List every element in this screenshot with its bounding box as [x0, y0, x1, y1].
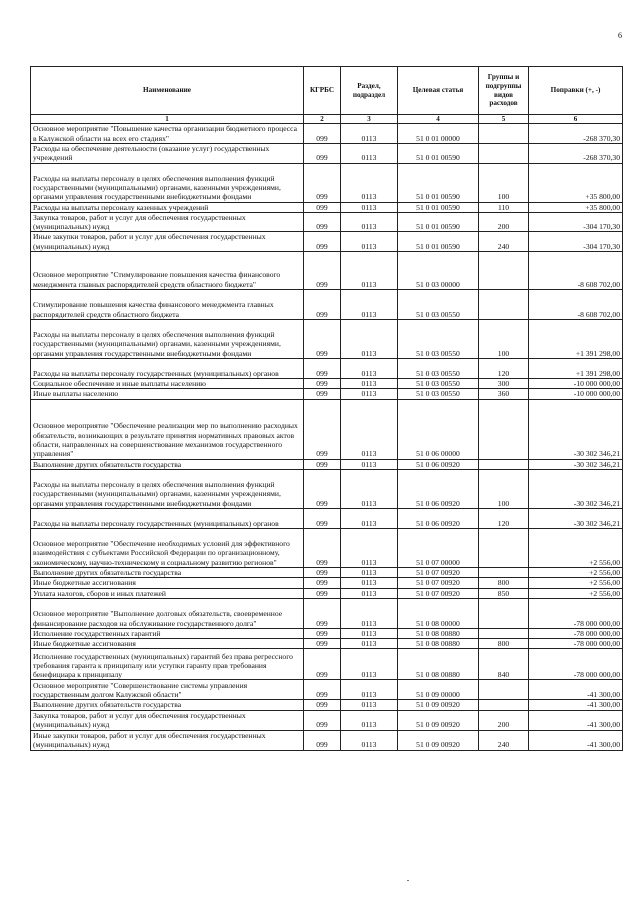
cell-target: 51 0 06 00920 — [398, 508, 479, 528]
table-row — [31, 628, 623, 638]
cell-kgrbs: 099 — [304, 399, 341, 459]
cell-group: 120 — [479, 508, 529, 528]
cell-section: 0113 — [341, 124, 398, 144]
cell-amount: -78 000 000,00 — [529, 639, 623, 649]
cell-kgrbs: 099 — [304, 389, 341, 399]
header-section: Раздел, подраздел — [341, 67, 398, 115]
cell-section: 0113 — [341, 639, 398, 649]
cell-section: 0113 — [341, 379, 398, 389]
cell-section: 0113 — [341, 578, 398, 588]
cell-target: 51 0 01 00000 — [398, 124, 479, 144]
cell-target: 51 0 07 00000 — [398, 528, 479, 567]
table-row — [31, 290, 623, 320]
table-row — [31, 359, 623, 379]
cell-kgrbs: 099 — [304, 459, 341, 469]
cell-group: 800 — [479, 639, 529, 649]
scan-mark — [407, 880, 409, 881]
cell-target: 51 0 09 00920 — [398, 710, 479, 730]
cell-group — [479, 399, 529, 459]
cell-section: 0113 — [341, 202, 398, 212]
cell-group: 360 — [479, 389, 529, 399]
table-row — [31, 508, 623, 528]
table-body — [31, 124, 623, 751]
cell-amount: -30 302 346,21 — [529, 459, 623, 469]
cell-group: 120 — [479, 359, 529, 379]
cell-kgrbs: 099 — [304, 469, 341, 508]
cell-kgrbs: 099 — [304, 202, 341, 212]
cell-amount: -41 300,00 — [529, 730, 623, 750]
cell-section: 0113 — [341, 212, 398, 232]
cell-kgrbs: 099 — [304, 578, 341, 588]
col-number: 1 — [31, 115, 304, 124]
cell-section: 0113 — [341, 628, 398, 638]
cell-section: 0113 — [341, 710, 398, 730]
cell-amount: -304 170,30 — [529, 212, 623, 232]
cell-target: 51 0 01 00590 — [398, 163, 479, 202]
cell-target: 51 0 07 00920 — [398, 567, 479, 577]
col-number: 6 — [529, 115, 623, 124]
cell-target: 51 0 09 00000 — [398, 680, 479, 700]
table-row — [31, 567, 623, 577]
cell-name: Стимулирование повышения качества финансового менеджмента главных распорядителей средств областного бюджета — [31, 290, 304, 320]
cell-name: Выполнение других обязательств государства — [31, 459, 304, 469]
cell-name: Основное мероприятие "Совершенствование системы управления государственным долгом Калужской области" — [31, 680, 304, 700]
cell-target: 51 0 07 00920 — [398, 578, 479, 588]
col-number: 5 — [479, 115, 529, 124]
table-row — [31, 700, 623, 710]
cell-kgrbs: 099 — [304, 290, 341, 320]
cell-name: Социальное обеспечение и иные выплаты населению — [31, 379, 304, 389]
cell-target: 51 0 03 00550 — [398, 290, 479, 320]
cell-name: Расходы на выплаты персоналу в целях обеспечения выполнения функций государственными (муниципальными) органами, казенными учреждениями, органами управления государственными внебюджетными фондами — [31, 469, 304, 508]
table-row — [31, 598, 623, 628]
cell-target: 51 0 01 00590 — [398, 232, 479, 252]
cell-amount: +1 391 298,00 — [529, 359, 623, 379]
cell-section: 0113 — [341, 588, 398, 598]
cell-amount: -8 608 702,00 — [529, 252, 623, 290]
cell-amount: -268 370,30 — [529, 144, 623, 164]
cell-name: Исполнение государственных (муниципальных) гарантий без права регрессного требования гаранта к принципалу или уступки гаранту прав требования бенефициара к принципалу — [31, 649, 304, 680]
cell-group: 100 — [479, 163, 529, 202]
cell-amount: -30 302 346,21 — [529, 508, 623, 528]
table-row — [31, 588, 623, 598]
cell-name: Иные закупки товаров, работ и услуг для обеспечения государственных (муниципальных) нужд — [31, 730, 304, 750]
cell-amount: +35 800,00 — [529, 163, 623, 202]
cell-name: Закупка товаров, работ и услуг для обеспечения государственных (муниципальных) нужд — [31, 710, 304, 730]
cell-section: 0113 — [341, 700, 398, 710]
cell-kgrbs: 099 — [304, 359, 341, 379]
cell-section: 0113 — [341, 730, 398, 750]
table-row — [31, 710, 623, 730]
cell-kgrbs: 099 — [304, 163, 341, 202]
cell-amount: +2 556,00 — [529, 588, 623, 598]
cell-target: 51 0 01 00590 — [398, 212, 479, 232]
cell-kgrbs: 099 — [304, 567, 341, 577]
header-name: Наименование — [31, 67, 304, 115]
cell-kgrbs: 099 — [304, 144, 341, 164]
cell-group: 240 — [479, 232, 529, 252]
cell-section: 0113 — [341, 359, 398, 379]
cell-name: Основное мероприятие "Выполнение долговых обязательств, своевременное финансирование расходов на обслуживание государственного долга" — [31, 598, 304, 628]
cell-section: 0113 — [341, 163, 398, 202]
cell-target: 51 0 03 00550 — [398, 359, 479, 379]
cell-kgrbs: 099 — [304, 212, 341, 232]
cell-name: Расходы на выплаты персоналу государственных (муниципальных) органов — [31, 359, 304, 379]
col-number: 4 — [398, 115, 479, 124]
cell-amount: +35 800,00 — [529, 202, 623, 212]
cell-name: Расходы на обеспечение деятельности (оказание услуг) государственных учреждений — [31, 144, 304, 164]
header-group: Группы и подгруппы видов расходов — [479, 67, 529, 115]
cell-group: 850 — [479, 588, 529, 598]
cell-name: Иные бюджетные ассигнования — [31, 578, 304, 588]
cell-group — [479, 528, 529, 567]
cell-name: Основное мероприятие "Повышение качества организации бюджетного процесса в Калужской области на всех его стадиях" — [31, 124, 304, 144]
cell-target: 51 0 01 00590 — [398, 144, 479, 164]
cell-group — [479, 290, 529, 320]
cell-section: 0113 — [341, 459, 398, 469]
cell-kgrbs: 099 — [304, 680, 341, 700]
cell-kgrbs: 099 — [304, 639, 341, 649]
cell-section: 0113 — [341, 649, 398, 680]
cell-kgrbs: 099 — [304, 598, 341, 628]
cell-section: 0113 — [341, 598, 398, 628]
cell-target: 51 0 03 00550 — [398, 389, 479, 399]
cell-name: Иные выплаты населению — [31, 389, 304, 399]
table-row — [31, 202, 623, 212]
cell-amount: -41 300,00 — [529, 680, 623, 700]
cell-group — [479, 680, 529, 700]
cell-name: Расходы на выплаты персоналу в целях обеспечения выполнения функций государственными (муниципальными) органами, казенными учреждениями, органами управления государственными внебюджетными фондами — [31, 320, 304, 359]
budget-amendments-table — [30, 66, 623, 751]
cell-section: 0113 — [341, 567, 398, 577]
cell-amount: -78 000 000,00 — [529, 598, 623, 628]
cell-target: 51 0 08 00000 — [398, 598, 479, 628]
cell-group: 100 — [479, 320, 529, 359]
cell-amount: +2 556,00 — [529, 567, 623, 577]
cell-name: Уплата налогов, сборов и иных платежей — [31, 588, 304, 598]
cell-amount: -8 608 702,00 — [529, 290, 623, 320]
cell-target: 51 0 08 00880 — [398, 628, 479, 638]
cell-group: 300 — [479, 379, 529, 389]
cell-target: 51 0 07 00920 — [398, 588, 479, 598]
col-number: 3 — [341, 115, 398, 124]
header-target: Целевая статья — [398, 67, 479, 115]
cell-section: 0113 — [341, 399, 398, 459]
table-row — [31, 163, 623, 202]
cell-section: 0113 — [341, 232, 398, 252]
cell-section: 0113 — [341, 144, 398, 164]
cell-kgrbs: 099 — [304, 232, 341, 252]
table-row — [31, 399, 623, 459]
cell-amount: -78 000 000,00 — [529, 649, 623, 680]
table-row — [31, 144, 623, 164]
table-row — [31, 212, 623, 232]
cell-name: Выполнение других обязательств государства — [31, 700, 304, 710]
cell-amount: -41 300,00 — [529, 700, 623, 710]
cell-kgrbs: 099 — [304, 628, 341, 638]
cell-group — [479, 700, 529, 710]
cell-group: 200 — [479, 710, 529, 730]
header-kgrbs: КГРБС — [304, 67, 341, 115]
cell-target: 51 0 03 00000 — [398, 252, 479, 290]
cell-amount: -10 000 000,00 — [529, 379, 623, 389]
cell-kgrbs: 099 — [304, 508, 341, 528]
cell-group: 200 — [479, 212, 529, 232]
cell-amount: +2 556,00 — [529, 578, 623, 588]
table-row — [31, 252, 623, 290]
cell-amount: -30 302 346,21 — [529, 469, 623, 508]
cell-kgrbs: 099 — [304, 649, 341, 680]
cell-group — [479, 628, 529, 638]
cell-target: 51 0 06 00920 — [398, 459, 479, 469]
cell-amount: -268 370,30 — [529, 124, 623, 144]
cell-name: Основное мероприятие "Стимулирование повышения качества финансового менеджмента главных распорядителей средств областного бюджета" — [31, 252, 304, 290]
cell-kgrbs: 099 — [304, 588, 341, 598]
cell-kgrbs: 099 — [304, 124, 341, 144]
cell-group: 240 — [479, 730, 529, 750]
cell-target: 51 0 06 00000 — [398, 399, 479, 459]
column-number-row — [31, 115, 623, 124]
table-row — [31, 730, 623, 750]
cell-name: Выполнение других обязательств государства — [31, 567, 304, 577]
cell-group — [479, 567, 529, 577]
table-row — [31, 649, 623, 680]
col-number: 2 — [304, 115, 341, 124]
cell-kgrbs: 099 — [304, 700, 341, 710]
cell-kgrbs: 099 — [304, 252, 341, 290]
cell-section: 0113 — [341, 290, 398, 320]
cell-group: 110 — [479, 202, 529, 212]
cell-amount: -30 302 346,21 — [529, 399, 623, 459]
cell-kgrbs: 099 — [304, 730, 341, 750]
cell-section: 0113 — [341, 252, 398, 290]
cell-kgrbs: 099 — [304, 379, 341, 389]
cell-target: 51 0 09 00920 — [398, 700, 479, 710]
cell-group — [479, 252, 529, 290]
cell-amount: +1 391 298,00 — [529, 320, 623, 359]
cell-section: 0113 — [341, 528, 398, 567]
cell-name: Расходы на выплаты персоналу государственных (муниципальных) органов — [31, 508, 304, 528]
cell-group: 840 — [479, 649, 529, 680]
table-row — [31, 124, 623, 144]
cell-amount: +2 556,00 — [529, 528, 623, 567]
cell-section: 0113 — [341, 320, 398, 359]
cell-target: 51 0 08 00880 — [398, 639, 479, 649]
table-row — [31, 379, 623, 389]
cell-section: 0113 — [341, 389, 398, 399]
header-amendments: Поправки (+, -) — [529, 67, 623, 115]
cell-amount: -78 000 000,00 — [529, 628, 623, 638]
cell-name: Расходы на выплаты персоналу казенных учреждений — [31, 202, 304, 212]
cell-group — [479, 124, 529, 144]
table-row — [31, 680, 623, 700]
cell-target: 51 0 06 00920 — [398, 469, 479, 508]
cell-name: Закупка товаров, работ и услуг для обеспечения государственных (муниципальных) нужд — [31, 212, 304, 232]
cell-name: Исполнение государственных гарантий — [31, 628, 304, 638]
cell-target: 51 0 08 00880 — [398, 649, 479, 680]
table-row — [31, 528, 623, 567]
table-row — [31, 232, 623, 252]
table-row — [31, 459, 623, 469]
cell-amount: -304 170,30 — [529, 232, 623, 252]
cell-kgrbs: 099 — [304, 528, 341, 567]
cell-target: 51 0 03 00550 — [398, 379, 479, 389]
table-row — [31, 469, 623, 508]
cell-group — [479, 598, 529, 628]
table-row — [31, 578, 623, 588]
cell-group — [479, 144, 529, 164]
cell-kgrbs: 099 — [304, 320, 341, 359]
cell-kgrbs: 099 — [304, 710, 341, 730]
cell-amount: -41 300,00 — [529, 710, 623, 730]
cell-target: 51 0 09 00920 — [398, 730, 479, 750]
cell-section: 0113 — [341, 680, 398, 700]
cell-name: Иные бюджетные ассигнования — [31, 639, 304, 649]
cell-name: Основное мероприятие "Обеспечение необходимых условий для эффективного взаимодействия с субъектами Российской Федерации по организационному, экономическому, научно-техническому и социальному развитию регионов" — [31, 528, 304, 567]
cell-target: 51 0 01 00590 — [398, 202, 479, 212]
table-row — [31, 320, 623, 359]
cell-name: Иные закупки товаров, работ и услуг для обеспечения государственных (муниципальных) нужд — [31, 232, 304, 252]
cell-section: 0113 — [341, 508, 398, 528]
cell-group: 800 — [479, 578, 529, 588]
cell-target: 51 0 03 00550 — [398, 320, 479, 359]
cell-amount: -10 000 000,00 — [529, 389, 623, 399]
cell-group — [479, 459, 529, 469]
table-header-row — [31, 67, 623, 115]
cell-group: 100 — [479, 469, 529, 508]
table-row — [31, 389, 623, 399]
cell-name: Основное мероприятие "Обеспечение реализации мер по выполнению расходных обязательств, возникающих в результате принятия нормативных правовых актов области, направленных на совершенствование механизмов государственного управления" — [31, 399, 304, 459]
cell-name: Расходы на выплаты персоналу в целях обеспечения выполнения функций государственными (муниципальными) органами, казенными учреждениями, органами управления государственными внебюджетными фондами — [31, 163, 304, 202]
page-number: 6 — [618, 31, 622, 40]
cell-section: 0113 — [341, 469, 398, 508]
table-row — [31, 639, 623, 649]
